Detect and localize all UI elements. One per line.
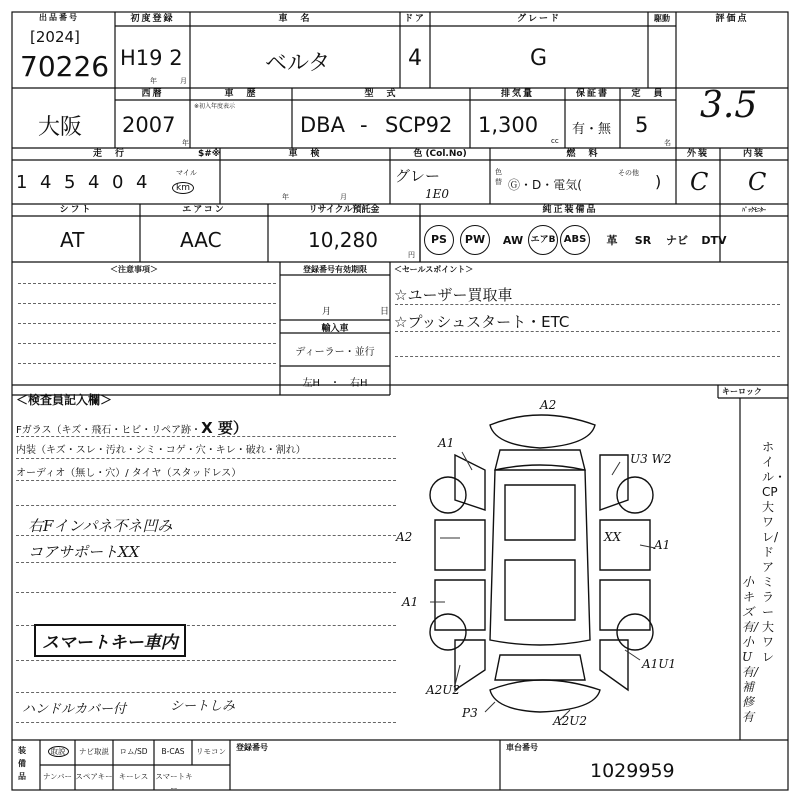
equipment-aw: AW [502, 233, 524, 247]
color-label: 色 (Col.No) [413, 149, 467, 159]
fuel-other: その他 [618, 169, 639, 177]
equipment-label: 純正装備品 [542, 205, 598, 215]
diagram-mark: XX [604, 530, 622, 544]
equipment-pw: PW [460, 225, 490, 255]
caution-line [18, 303, 276, 304]
recycle-label: リサイクル預託金 [308, 205, 380, 215]
shift-label: シフト [59, 205, 93, 215]
bottom-note: シートしみ [170, 699, 236, 714]
inspector-line [16, 562, 396, 563]
score-label: 評価点 [715, 14, 749, 24]
equipment-ps: PS [424, 225, 454, 255]
model-name: ベルタ [265, 51, 331, 76]
sales-label: ＜セールスポイント＞ [394, 265, 474, 274]
displacement-value: 1,300 [478, 113, 539, 137]
sales-point: ☆プッシュスタート・ETC [394, 313, 570, 331]
mileage-digit: 4 [136, 172, 148, 193]
inspector-line [16, 436, 396, 437]
side-note: ホイル・CP大ワレ/ドアミラー大ワレ [762, 440, 787, 664]
footer-item-keyless: キーレス [118, 772, 149, 781]
diagram-mark: P3 [462, 706, 478, 720]
equipment-sunroof: SR [634, 233, 652, 247]
model-type-prefix: DBA [300, 113, 345, 137]
warranty-value: 有・無 [572, 122, 612, 137]
footer-item-bcas: B-CAS [161, 747, 185, 756]
diagram-mark: A2 [396, 530, 413, 544]
mileage-digit: 4 [40, 172, 52, 193]
glass-line [16, 417, 248, 438]
lot-label: 出品番号 [39, 13, 79, 22]
keylock-label: キーロック [722, 387, 762, 396]
mileage-digit: 4 [88, 172, 100, 193]
footer-item-spare-key: スペアキー [75, 772, 113, 781]
doors-value: 4 [408, 46, 422, 71]
inspection-month: 月 [340, 193, 347, 201]
caution-line [18, 283, 276, 284]
fuel-close: ) [655, 172, 662, 191]
grade-label: グレード [516, 14, 561, 24]
fuel-label: 燃 料 [566, 149, 600, 159]
interior-label: 内装 [742, 149, 765, 159]
footer-item-rom: ロム/SD [119, 747, 148, 756]
mileage-digit: 1 [16, 172, 28, 193]
glass-text: Fガラス（キズ・飛石・ヒビ・リペア跡・ [16, 425, 202, 436]
diagram-mark: A2 [540, 398, 557, 412]
displacement-label: 排気量 [500, 89, 534, 99]
type-label: 型 式 [364, 89, 398, 99]
model-type-dash: - [360, 113, 368, 137]
reg-no-label: 登録番号 [236, 743, 268, 752]
recycle-value: 10,280 [308, 228, 378, 252]
backmonitor-label: ﾊﾞｯｸﾓﾆﾀｰ [741, 207, 766, 214]
grade-value: G [530, 46, 548, 71]
caution-label: ＜注意事項＞ [110, 265, 158, 274]
seats-value: 5 [635, 113, 649, 137]
footer-item-smart-key: スマートキー [155, 772, 193, 793]
reg-day: 日 [380, 307, 390, 317]
footer-item-remote: リモコン [196, 747, 226, 756]
chassis-no: 1029959 [590, 760, 675, 782]
import-label: 輸入車 [321, 324, 349, 334]
reg-month: 月 [322, 307, 332, 317]
diagram-mark: A1 [402, 595, 419, 609]
bottom-note: ハンドルカバー付 [22, 702, 127, 717]
first-reg-month-unit: 月 [180, 77, 187, 85]
diagram-mark: A2U2 [426, 683, 461, 697]
year-value: 2007 [122, 113, 176, 137]
inspector-line [16, 692, 396, 693]
inspector-line [16, 480, 396, 481]
door-label: ドア [404, 14, 426, 24]
score-value: 3.5 [700, 85, 758, 126]
diagram-mark: A1 [654, 538, 671, 552]
venue: 大阪 [38, 115, 83, 140]
fuel-value: Ⓖ・D・電気( [508, 178, 582, 192]
equipment-navi: ナビ [666, 234, 688, 247]
footer-item-plate: ナンバー [42, 772, 73, 781]
seats-unit: 名 [664, 139, 671, 147]
equipment-abs: ABS [560, 225, 590, 255]
hand-note: コアサポートXX [28, 543, 140, 561]
warranty-label: 保証書 [575, 89, 609, 99]
first-reg-year-unit: 年 [150, 77, 157, 85]
equipment-dtv: DTV [701, 233, 727, 247]
diagram-mark: U3 W2 [630, 452, 672, 466]
equipment-airbag: エアB [528, 225, 558, 255]
exterior-grade: C [690, 168, 709, 196]
inspector-line [16, 505, 396, 506]
chassis-no-label: 車台番号 [506, 743, 538, 752]
mileage-digit: 5 [64, 172, 76, 193]
sales-line [395, 331, 780, 332]
mileage-digit: 0 [112, 172, 124, 193]
odo-label: $#※ [198, 149, 221, 159]
exterior-label: 外装 [686, 149, 709, 159]
interior-line: 内装（キズ・スレ・汚れ・シミ・コゲ・穴・キレ・破れ・割れ） [16, 445, 306, 456]
recycle-unit: 円 [408, 251, 415, 259]
side-note: 小キズ有/小U有/補修有 [742, 575, 759, 724]
sales-line [395, 356, 780, 357]
model-label: 車 名 [278, 14, 312, 24]
first-reg-value: H19 2 [120, 46, 183, 70]
inspector-title: ＜検査員記入欄＞ [16, 393, 113, 407]
chassis-sub: ※初入年度表示 [194, 103, 236, 110]
drive-label: 駆動 [654, 14, 670, 23]
inspector-line [16, 722, 396, 723]
smart-key-note: スマートキー車内 [34, 624, 186, 657]
displacement-unit: cc [551, 137, 559, 145]
interior-grade: C [748, 168, 767, 196]
footer-item-label: 取説 [48, 746, 69, 757]
reg-label: 登録番号有効期限 [303, 265, 367, 274]
diagram-mark: A2U2 [553, 714, 588, 728]
glass-mark: X 要） [201, 419, 248, 437]
inspector-line [16, 660, 396, 661]
color-change-label: 色替 [495, 168, 502, 186]
inspector-line [16, 592, 396, 593]
model-type: SCP92 [385, 113, 453, 137]
diagram-mark: A1 [438, 436, 455, 450]
footer-item-navi-manual: ナビ取説 [79, 747, 109, 756]
dealer-import: ディーラー・並行 [295, 347, 375, 358]
year-tag: [2024] [30, 28, 80, 46]
mileage-digits [16, 172, 160, 193]
first-reg-label: 初度登録 [130, 14, 175, 24]
year-label: 西暦 [141, 89, 164, 99]
diagram-mark: A1U1 [642, 657, 677, 671]
year-unit: 年 [182, 139, 189, 147]
aircon-value: AAC [180, 228, 222, 252]
audio-line: オーディオ（無し・穴）/ タイヤ（スタッドレス） [16, 468, 242, 479]
sales-point: ☆ユーザー買取車 [394, 286, 513, 304]
equipment-list [424, 225, 788, 255]
inspection-label: 車 検 [288, 149, 322, 159]
aircon-label: エアコン [182, 205, 226, 215]
color-code: 1E0 [425, 187, 450, 201]
mileage-unit-mile: マイル [176, 169, 197, 177]
inspection-year: 年 [282, 193, 289, 201]
color-value: グレー [395, 167, 441, 185]
shift-value: AT [60, 228, 85, 252]
equipment-leather: 革 [606, 234, 618, 247]
hand-note: 右Fインパネ不ネ凹み [28, 517, 173, 535]
ownership-label: 装備品 [18, 746, 26, 781]
steering-side: 左H ・ 右H [302, 378, 368, 389]
footer-item-manual [42, 746, 74, 758]
mileage-unit-km: km [172, 182, 194, 194]
car-diagram [430, 415, 653, 712]
caution-line [18, 363, 276, 364]
chassis-label: 車 歴 [224, 89, 258, 99]
caution-line [18, 343, 276, 344]
inspector-line [16, 458, 396, 459]
lot-number: 70226 [20, 50, 110, 83]
caution-line [18, 323, 276, 324]
seats-label: 定 員 [631, 89, 665, 99]
mileage-label: 走 行 [92, 149, 126, 159]
sales-line [395, 304, 780, 305]
